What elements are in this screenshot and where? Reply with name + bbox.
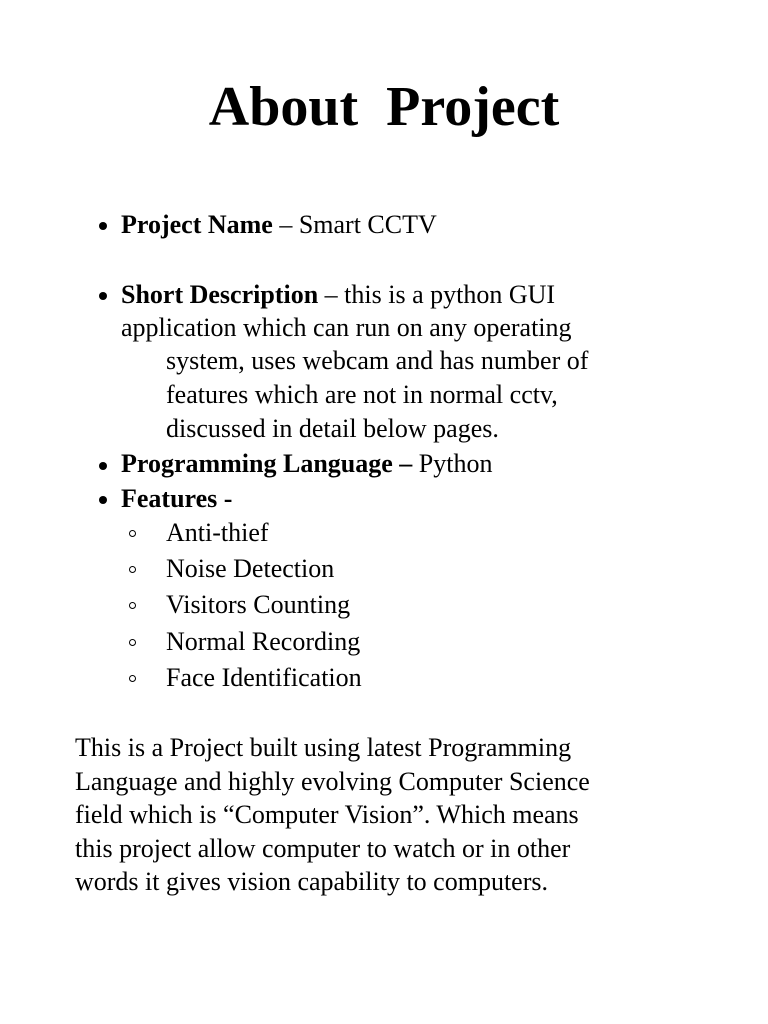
paragraph-line: This is a Project built using latest Programming [75,733,572,762]
feature-list-item: Normal Recording [166,627,361,656]
programming-language-value: Python [412,449,493,478]
project-name-value: Smart CCTV [298,210,437,239]
short-description-separator: – [318,280,345,309]
bullet-icon [99,496,107,504]
programming-language-item [121,447,492,481]
page-title: About Project [208,76,560,138]
circle-bullet-icon [129,566,136,573]
bullet-icon [99,462,107,470]
paragraph-line: words it gives vision capability to computers. [75,867,548,897]
project-name-label: Project Name [121,210,273,239]
short-description-line: application which can run on any operating [121,313,572,342]
circle-bullet-icon [129,602,136,609]
features-label: Features - [121,484,233,513]
short-description-line: this is a python GUI [344,280,556,309]
short-description-line: features which are not in normal cctv, [166,380,558,409]
body-paragraph [75,731,715,899]
paragraph-line: field which is “Computer Vision”. Which means [75,800,579,830]
programming-language-label: Programming Language – [121,449,413,478]
circle-bullet-icon [129,639,136,646]
feature-list-item: Anti-thief [166,518,269,547]
paragraph-line: Language and highly evolving Computer Science [75,766,590,796]
short-description-line: discussed in detail below pages. [166,414,499,443]
project-name-separator: – [272,210,299,239]
feature-list-item: Noise Detection [166,554,335,583]
circle-bullet-icon [129,675,136,682]
circle-bullet-icon [129,530,136,537]
short-description-label: Short Description [121,280,319,309]
project-name-item [121,208,437,242]
features-item [121,482,232,516]
feature-list-item: Visitors Counting [166,590,351,619]
short-description-line: system, uses webcam and has number of [166,346,589,375]
paragraph-line: this project allow computer to watch or in other [75,833,571,863]
bullet-icon [99,222,107,230]
feature-list-item: Face Identification [166,663,362,692]
short-description-item [121,278,555,312]
bullet-icon [99,292,107,300]
